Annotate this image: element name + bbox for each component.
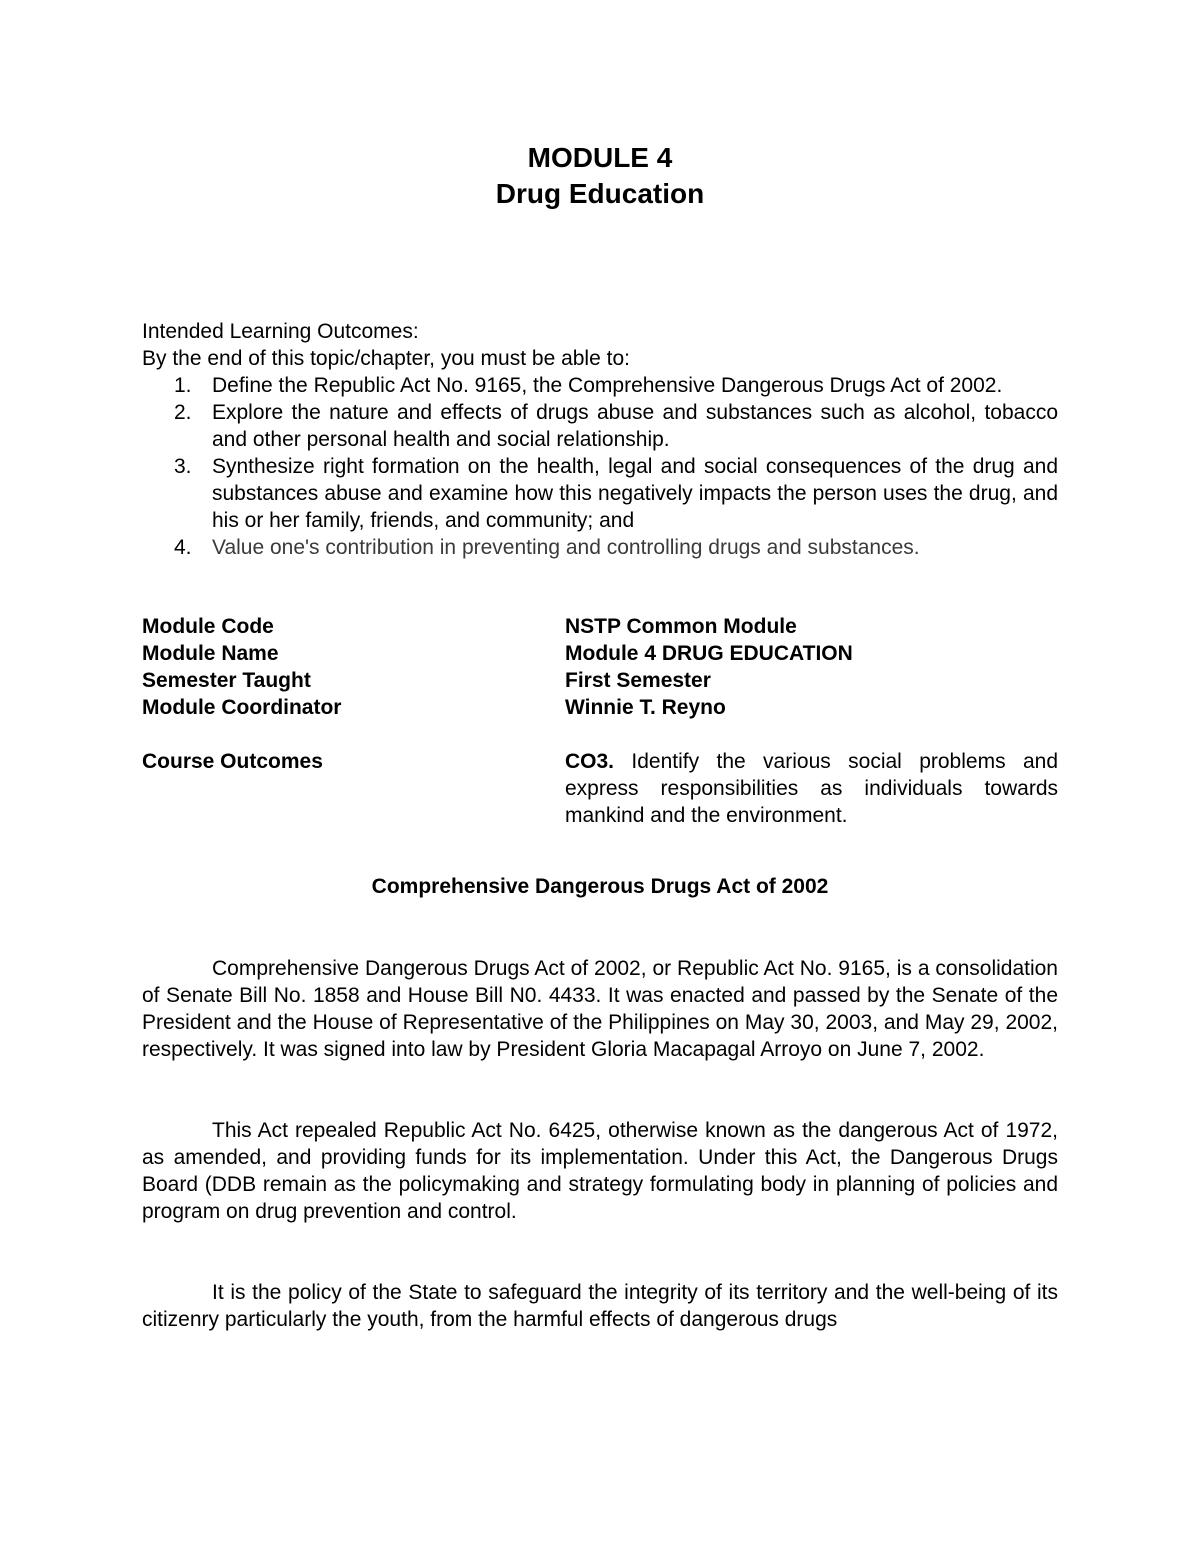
info-row-semester xyxy=(142,667,1058,694)
info-row-coordinator xyxy=(142,694,1058,721)
course-outcome-code: CO3. xyxy=(565,750,615,773)
info-label: Semester Taught xyxy=(142,669,311,692)
module-info-table xyxy=(142,613,1058,829)
info-value: Winnie T. Reyno xyxy=(565,696,726,719)
list-item-text: Explore the nature and effects of drugs abuse and substances such as alcohol, tobacco and other personal health and social relationship. xyxy=(212,401,1058,451)
document-page xyxy=(142,140,1058,1333)
learning-outcomes-section xyxy=(142,318,1058,561)
list-item-number: 4. xyxy=(174,536,192,559)
learning-outcomes-list xyxy=(142,372,1058,561)
course-outcome-description: Identify the various social problems and express responsibilities as individuals towards mankind and the environment. xyxy=(565,750,1058,827)
info-label: Course Outcomes xyxy=(142,750,323,773)
list-item-text: Synthesize right formation on the health, legal and social consequences of the drug and substances abuse and examine how this negatively impacts the person uses the drug, and his or her family, friends, and community; and xyxy=(212,455,1058,532)
list-item-text: Value one's contribution in preventing and controlling drugs and substances. xyxy=(212,536,920,559)
list-item xyxy=(142,372,1058,399)
paragraph: It is the policy of the State to safeguard the integrity of its territory and the well-being of its citizenry particularly the youth, from the harmful effects of dangerous drugs xyxy=(142,1281,1058,1331)
list-item-text: Define the Republic Act No. 9165, the Comprehensive Dangerous Drugs Act of 2002. xyxy=(212,374,1003,397)
info-label: Module Code xyxy=(142,615,274,638)
info-label: Module Name xyxy=(142,642,279,665)
module-heading xyxy=(142,140,1058,212)
info-row-course-outcomes xyxy=(142,748,1058,829)
paragraph: This Act repealed Republic Act No. 6425, otherwise known as the dangerous Act of 1972, as amended, and providing funds for its implementation. Under this Act, the Dangerous Drugs Board (DDB remain as the policymaking and strategy formulating body in planning of policies and program on drug prevention and control. xyxy=(142,1119,1058,1223)
learning-outcomes-intro: By the end of this topic/chapter, you must be able to: xyxy=(142,347,630,370)
module-title: Drug Education xyxy=(495,178,705,209)
info-value: Module 4 DRUG EDUCATION xyxy=(565,642,853,665)
section-title: Comprehensive Dangerous Drugs Act of 2002 xyxy=(371,875,829,898)
list-item xyxy=(142,453,1058,534)
list-item-number: 3. xyxy=(174,455,192,478)
list-item xyxy=(142,534,1058,561)
list-item-number: 1. xyxy=(174,374,192,397)
info-row-module-code xyxy=(142,613,1058,640)
learning-outcomes-heading: Intended Learning Outcomes: xyxy=(142,320,419,343)
info-value: NSTP Common Module xyxy=(565,615,797,638)
paragraph: Comprehensive Dangerous Drugs Act of 2002, or Republic Act No. 9165, is a consolidation of Senate Bill No. 1858 and House Bill N0. 4433. It was enacted and passed by the Senate of the President and the House of Representative of the Philippines on May 30, 2003, and May 29, 2002, respectively. It was signed into law by President Gloria Macapagal Arroyo on June 7, 2002. xyxy=(142,957,1058,1061)
info-row-module-name xyxy=(142,640,1058,667)
module-number: MODULE 4 xyxy=(527,142,673,173)
list-item-number: 2. xyxy=(174,401,192,424)
info-value: First Semester xyxy=(565,669,711,692)
course-outcome-text xyxy=(565,748,1058,829)
info-label: Module Coordinator xyxy=(142,696,342,719)
list-item xyxy=(142,399,1058,453)
